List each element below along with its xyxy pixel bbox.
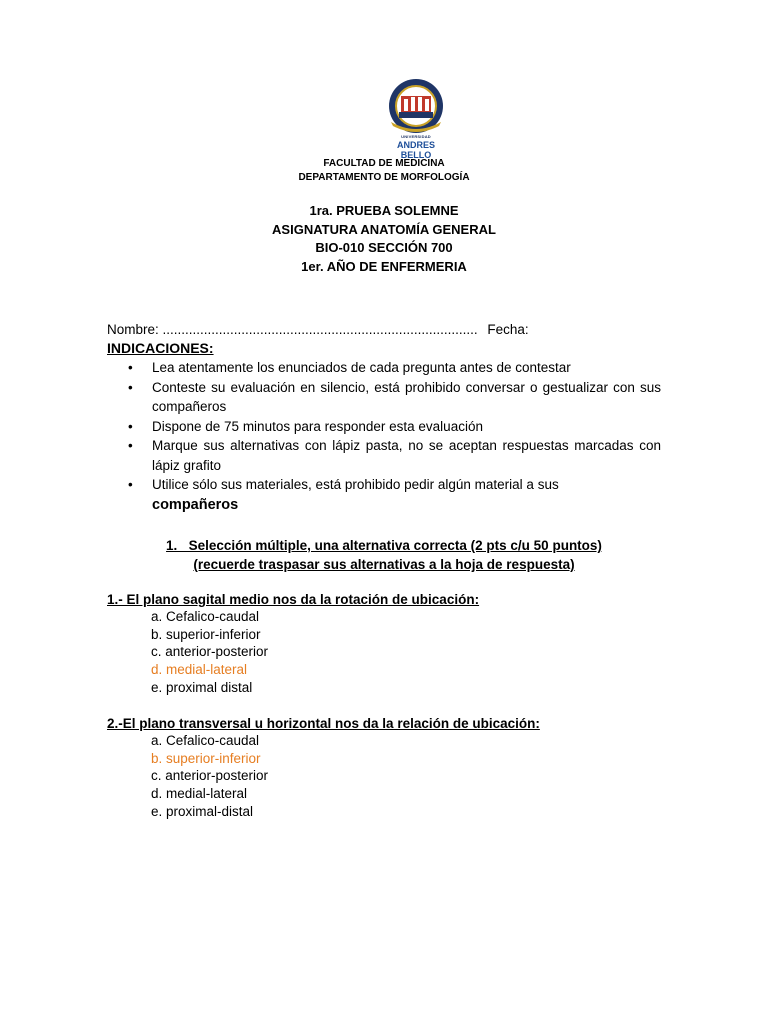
list-item: • Dispone de 75 minutos para responder esta evaluación [126,417,661,437]
bullet-icon: • [128,360,133,375]
exam-title-block [0,202,768,276]
option-item: a. Cefalico-caudal [151,733,260,748]
question-1-options [151,608,268,697]
faculty-name: FACULTAD DE MEDICINA [323,158,445,169]
list-item: • Utilice sólo sus materiales, está prohibido pedir algún material a sus compañeros [128,477,559,513]
exam-title-line: 1er. AÑO DE ENFERMERIA [301,258,467,274]
option-item-highlighted: d. medial-lateral [151,662,248,678]
option-item: e. proximal distal [151,679,253,695]
university-crest-icon [385,78,447,134]
list-item: • Marque sus alternativas con lápiz pasta, no se aceptan respuestas marcadas con lápiz grafito [128,438,661,473]
indications-list [126,358,661,515]
list-item: • Conteste su evaluación en silencio, está prohibido conversar o gestualizar con sus compañeros [128,379,661,414]
logo-university-text: UNIVERSIDAD [401,134,431,139]
indications-heading: INDICACIONES: [107,340,214,356]
option-item: a. Cefalico-caudal [151,609,260,624]
option-item: d. medial-lateral [151,786,248,802]
exam-title-line: ASIGNATURA ANATOMÍA GENERAL [272,221,496,237]
section-heading: 1._ Selección múltiple, una alternativa correcta (2 pts c/u 50 puntos) [166,538,602,553]
name-field-label: Nombre: .................................................................................... [107,322,478,337]
list-item: • Lea atentamente los enunciados de cada pregunta antes de contestar [126,358,661,378]
option-item: b. superior-inferior [151,626,261,642]
university-logo [385,78,447,160]
department-name: DEPARTAMENTO DE MORFOLOGÍA [298,172,470,183]
question-2: 2.-El plano transversal u horizontal nos da la relación de ubicación: [107,716,540,731]
name-date-line [107,320,661,339]
exam-title-line: BIO-010 SECCIÓN 700 [315,240,453,255]
bullet-icon: • [128,477,133,492]
option-item: c. anterior-posterior [151,768,269,784]
logo-university-name: ANDRES BELLO [396,140,435,160]
exam-title-line: 1ra. PRUEBA SOLEMNE [309,203,459,218]
option-item: c. anterior-posterior [151,644,269,660]
list-item-tail: compañeros [152,496,239,513]
option-item-highlighted: b. superior-inferior [151,750,261,766]
bullet-icon: • [128,418,133,434]
bullet-icon: • [128,379,133,395]
faculty-block [0,157,768,185]
question-2-options [151,732,268,821]
date-field-label: Fecha: [487,322,529,337]
option-item: e. proximal-distal [151,803,254,819]
question-1: 1.- El plano sagital medio nos da la rotación de ubicación: [107,592,480,607]
section-subheading: (recuerde traspasar sus alternativas a la hoja de respuesta) [193,557,575,572]
bullet-icon: • [128,438,133,453]
